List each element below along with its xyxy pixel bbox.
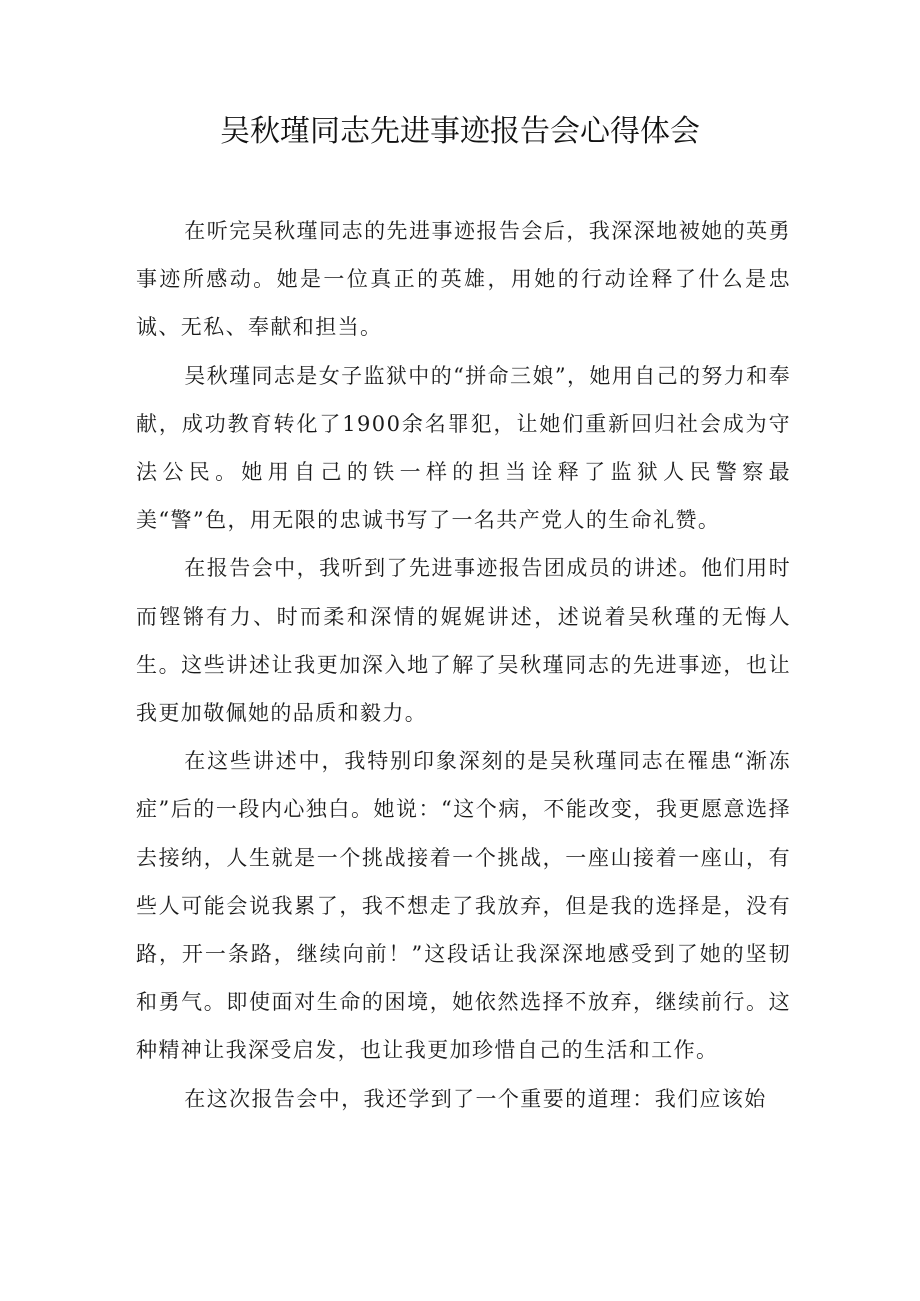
paragraph: 在报告会中，我听到了先进事迹报告团成员的讲述。他们用时而铿锵有力、时而柔和深情的娓娓讲述，述说着吴秋瑾的无悔人生。这些讲述让我更加深入地了解了吴秋瑾同志的先进事迹，也让我更加敬佩她的品质和毅力。 [136, 556, 791, 726]
paragraph: 在这些讲述中，我特别印象深刻的是吴秋瑾同志在罹患“渐冻症”后的一段内心独白。她说：“这个病，不能改变，我更愿意选择去接纳，人生就是一个挑战接着一个挑战，一座山接着一座山，有些人可能会说我累了，我不想走了我放弃，但是我的选择是，没有路，开一条路，继续向前！”这段话让我深深地感受到了她的坚韧和勇气。即使面对生命的困境，她依然选择不放弃，继续前行。这种精神让我深受启发，也让我更加珍惜自己的生活和工作。 [136, 749, 791, 1063]
document-title: 吴秋瑾同志先进事迹报告会心得体会 [220, 114, 700, 149]
paragraph: 在听完吴秋瑾同志的先进事迹报告会后，我深深地被她的英勇事迹所感动。她是一位真正的英雄，用她的行动诠释了什么是忠诚、无私、奉献和担当。 [136, 219, 791, 340]
paragraph: 在这次报告会中，我还学到了一个重要的道理：我们应该始 [184, 1086, 767, 1111]
paragraph: 吴秋瑾同志是女子监狱中的“拼命三娘”，她用自己的努力和奉献，成功教育转化了1900余名罪犯，让她们重新回归社会成为守法公民。她用自己的铁一样的担当诠释了监狱人民警察最美“警”色，用无限的忠诚书写了一名共产党人的生命礼赞。 [136, 363, 791, 533]
document-body [136, 207, 791, 1123]
